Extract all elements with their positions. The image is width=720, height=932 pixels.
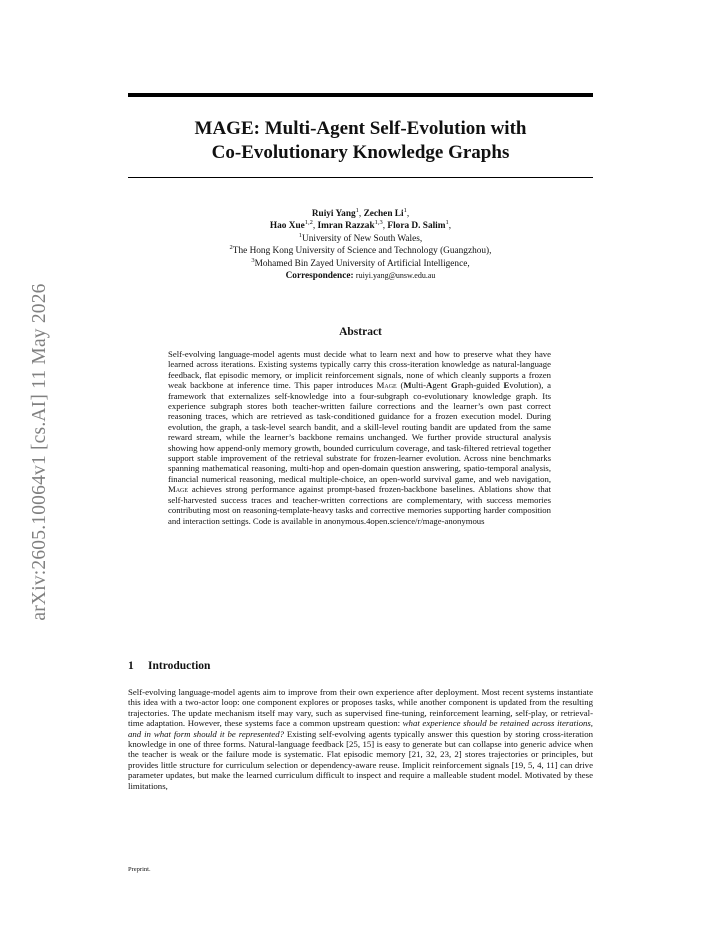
- paper-title: [128, 117, 593, 165]
- abstract-span: raph-guided: [457, 380, 504, 391]
- correspondence-label: Correspondence:: [285, 271, 354, 282]
- abstract-heading: Abstract: [339, 326, 382, 338]
- abstract-span: Self-evolving language-model agents must decide what to learn next and how to preserve what they have learned across iterations. Existing systems typically carry this cross-iteration knowledge as natural-language feedback, flat episodic memory, or implicit reinforcement signals, none of which cleanly supports a frozen weak backbone at inference time. This paper introduces: [168, 349, 551, 391]
- section-title: Introduction: [148, 660, 211, 672]
- affiliation-text: Mohamed Bin Zayed University of Artificial Intelligence,: [254, 258, 470, 269]
- mage-name: Mage: [376, 380, 397, 391]
- affiliation-mark: 1,2: [304, 219, 313, 227]
- author-name: Hao Xue: [269, 221, 305, 232]
- affiliation-mark: 2: [229, 244, 233, 252]
- intro-span: Existing self-evolving agents typically answer this question by storing cross-iteration knowledge in one of three forms. Natural-language feedback [25, 15] is easy to generate but can collapse into generic advice when the teacher is weak or the failure mode is systematic. Flat episodic memory [21, 32, 23, 2] stores trajectories or principles, but provides little structure for curriculum selection or dependency-aware reuse. Implicit reinforcement signals [19, 5, 4, 11] can drive parameter updates, but make the learned curriculum difficult to inspect and require a malleable student model. Motivated by these limitations,: [128, 728, 593, 791]
- author-name: Flora D. Salim: [387, 221, 446, 232]
- title-bottom-rule: [128, 177, 593, 178]
- intro-span: Self-evolving language-model agents aim to improve from their own experience after deployment. Most recent systems instantiate this idea with a two-actor loop: one component explores or proposes tasks, while another component is updated from the resulting trajectories. The update mechanism itself may vary, such as supervised fine-tuning, reinforcement learning, self-play, or retrieval-time adaptation. However, these systems face a common upstream question:: [128, 687, 593, 729]
- affiliation-text: The Hong Kong University of Science and Technology (Guangzhou),: [232, 246, 492, 257]
- section-number: 1: [128, 660, 134, 672]
- correspondence-email: ruiyi.yang@unsw.edu.au: [355, 271, 436, 281]
- affiliation-mark: 1: [298, 231, 303, 239]
- abstract-span: achieves strong performance against prompt-based frozen-backbone baselines. Ablations show that self-harvested success traces and teacher-written corrections are complementary, with success memories contributing most on reasoning-template-heavy tasks and corrective memories supporting harder composition and interaction settings. Code is available in anonymous.4open.science/r/mage-anonymous: [168, 484, 551, 526]
- abstract-span: (: [396, 380, 404, 391]
- author-name: Ruiyi Yang: [311, 209, 356, 219]
- correspondence: [128, 270, 593, 282]
- affiliation-mark: 3: [251, 256, 255, 264]
- acronym-letter: G: [451, 380, 458, 391]
- section-heading-introduction: [128, 660, 210, 672]
- affiliation-text: University of New South Wales,: [302, 233, 423, 244]
- introduction-paragraph: [128, 687, 593, 791]
- title-line-1: MAGE: Multi-Agent Self-Evolution with: [194, 118, 527, 139]
- affiliation-mark: 1: [355, 206, 359, 214]
- affiliation-mark: 1: [403, 206, 407, 214]
- abstract-text: [168, 349, 551, 526]
- author-line-2: Hao Xue$^{1,2}$, Imran Razzak$^{1,3}$, Flora D. Salim$^1$,: [269, 219, 452, 232]
- intro-emphasis: what experience should be retained across iterations, and in what form should it be represented?: [128, 718, 593, 739]
- affiliation-2: [128, 245, 593, 257]
- abstract-span: volution), a framework that externalizes self-knowledge into a four-subgraph co-evolutionary knowledge graph. Its experience subgraph stores both teacher-written failure corrections and the learner’s own past correct reasoning traces, which are retrieved as task-conditioned guidance for a frozen execution model. During evolution, the graph, a task-level search bandit, and a skill-level routing bandit are updated from the same reward stream, while the learner’s backbone remains unchanged. We further provide structural analysis showing how append-only memory growth, bounded curriculum coverage, and task-filtered retrieval together support stable improvement of the retrieval substrate for frozen-learner evolution. Across nine benchmarks spanning mathematical reasoning, multi-hop and open-domain question answering, spatio-temporal analysis, financial numerical reasoning, medical multiple-choice, an open-world survival game, and web navigation,: [168, 380, 551, 484]
- mage-name: Mage: [168, 484, 189, 495]
- author-name: Imran Razzak: [317, 221, 375, 232]
- preprint-footer: Preprint.: [128, 866, 151, 873]
- affiliation-mark: 1,3: [374, 219, 383, 227]
- author-block: [128, 208, 593, 282]
- abstract-span: ulti-: [411, 380, 427, 391]
- affiliation-3: [128, 258, 593, 270]
- affiliation-mark: 1: [445, 219, 449, 227]
- abstract-span: gent: [432, 380, 452, 391]
- title-top-rule: [128, 93, 593, 97]
- arxiv-identifier: arXiv:2605.10064v1 [cs.AI] 11 May 2026: [29, 283, 50, 621]
- acronym-letter: A: [426, 380, 433, 391]
- affiliation-1: [128, 233, 593, 245]
- title-line-2: Co-Evolutionary Knowledge Graphs: [211, 142, 510, 163]
- author-name: Zechen Li: [363, 209, 404, 219]
- acronym-letter: M: [403, 380, 412, 391]
- author-line-1: Ruiyi Yang$^1$, Zechen Li$^1$,: [311, 206, 410, 219]
- acronym-letter: E: [503, 380, 510, 391]
